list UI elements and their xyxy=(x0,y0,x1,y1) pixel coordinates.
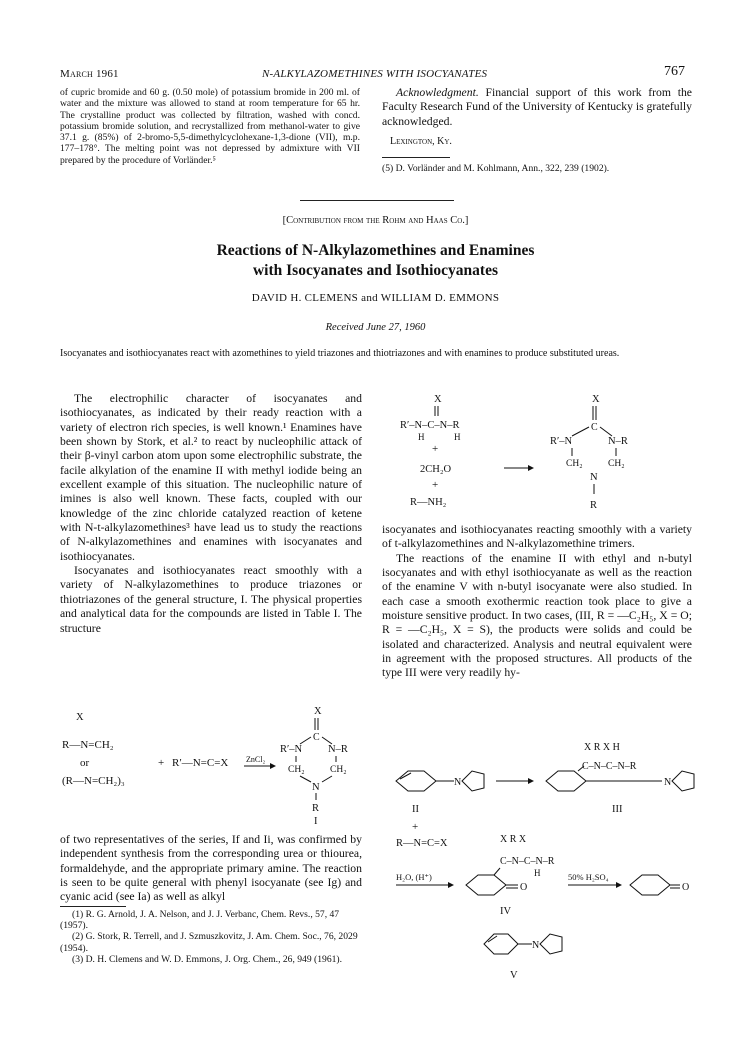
scheme-label: N–R xyxy=(328,744,348,755)
arrow-head xyxy=(528,778,534,784)
title-line-1: Reactions of N-Alkylazomethines and Enamines xyxy=(216,242,535,259)
footnote-2: (2) G. Stork, R. Terrell, and J. Szmuszkovitz, J. Am. Chem. Soc., 76, 2029 (1954). xyxy=(60,931,358,954)
scheme-label: 2CH₂O xyxy=(420,464,452,475)
scheme-label: + xyxy=(158,757,165,769)
paragraph: The reactions of the enamine II with ethyl and n-butyl isocyanates and with ethyl isothiocyanate as well as the reaction of the enamine V with n-butyl isocyanate were also studied. In each case a smooth exothermic reaction took place to give a moisture sensitive product. In two cases, (III, R = —C₂H₅, X = O; R = —C₂H₅, X = S), the products were solids and could be isolated and characterized. Analysis and neutral equivalent were in agreement with the proposed structures. All products of the type III were very readily hy- xyxy=(382,551,692,680)
scheme-label: H xyxy=(534,868,541,878)
cyclohexene-ring xyxy=(396,771,436,791)
footnote-1: (1) R. G. Arnold, J. A. Nelson, and J. J. Verbanc, Chem. Revs., 57, 47 (1957). xyxy=(60,909,340,932)
arrow-head xyxy=(448,882,454,888)
scheme-label: O xyxy=(520,882,528,893)
location: Lexington, Ky. xyxy=(390,136,452,147)
scheme-label: or xyxy=(80,757,90,769)
scheme-label: C xyxy=(591,422,598,433)
paragraph: isocyanates and isothiocyanates reacting smoothly with a variety of t-alkylazomethines and N-alkylazomethine trimers. xyxy=(382,523,692,551)
running-header-date: March 1961 xyxy=(60,68,119,80)
footnote-rule xyxy=(382,157,450,158)
compound-label-III: III xyxy=(612,804,623,815)
scheme-label: H xyxy=(418,432,425,442)
scheme-label: + xyxy=(412,821,419,833)
acknowledgment-text: Financial support of this work from the Faculty Research Fund of the University of Kentucky is gratefully acknowledged. xyxy=(382,86,692,128)
compound-label-II: II xyxy=(412,804,419,815)
abstract: Isocyanates and isothiocyanates react with azomethines to yield triazones and thiotriazones and with enamines to produce substituted ureas. xyxy=(60,348,620,359)
cyclohexanone-ring xyxy=(630,875,670,895)
scheme-label: X xyxy=(76,712,84,723)
scheme-label: C–N–C–N–R xyxy=(582,761,637,772)
scheme-label: R′–N xyxy=(280,744,303,755)
footnotes xyxy=(60,909,362,965)
scheme-label: R′–N–C–N–R xyxy=(400,420,460,431)
scheme-label: X xyxy=(592,394,600,405)
scheme-label: N xyxy=(454,777,462,788)
scheme-label: X R X xyxy=(500,834,527,845)
scheme-label: N xyxy=(532,940,540,951)
scheme-label: C–N–C–N–R xyxy=(500,856,555,867)
compound-label-V: V xyxy=(510,970,518,981)
scheme-label: H xyxy=(454,432,461,442)
scheme-label: X xyxy=(314,706,322,717)
paragraph: Isocyanates and isothiocyanates react smoothly with a variety of N-alkylazomethines to produce triazones or thiotriazones of the general structure, I. The physical properties and analytical data for the compounds are listed in Table I. The structure xyxy=(60,564,362,635)
pyrrolidine-ring xyxy=(462,771,484,791)
section-divider xyxy=(300,200,454,201)
scheme-label: 50% H₂SO₄ xyxy=(568,872,609,882)
footnote-3: (3) D. H. Clemens and W. D. Emmons, J. Org. Chem., 26, 949 (1961). xyxy=(72,953,343,965)
contribution-note: [Contribution from the Rohm and Haas Co.] xyxy=(282,215,469,226)
pyrrolidine-ring xyxy=(540,934,562,954)
footnote-rule xyxy=(60,906,126,907)
scheme-label: N–R xyxy=(608,436,628,447)
title-line-2: with Isocyanates and Isothiocyanates xyxy=(252,262,498,279)
experimental-continuation: of cupric bromide and 60 g. (0.50 mole) of potassium bromide in 200 ml. of water and the mixture was allowed to stand at room temperature for 65 hr. The crystalline product was collected by filtration, washed with concd. potassium bromide solution, and recrystallized from methanol-water to give 37.1 g. (85%) of 2-bromo-5,5-dimethylcyclohexane-1,3-dione (VII), m.p. 177–178°. The melting point was not depressed by admixture with VII prepared by the procedure of Vorländer.⁵ xyxy=(60,87,360,166)
scheme-label: CH₂ xyxy=(566,459,583,469)
scheme-label: R—N=C=X xyxy=(396,838,448,849)
compound-label-IV: IV xyxy=(500,906,512,917)
acknowledgment xyxy=(382,86,692,129)
scheme-label: N xyxy=(590,472,598,483)
acknowledgment-heading: Acknowledgment. xyxy=(396,86,479,99)
footnote-5: (5) D. Vorländer and M. Kohlmann, Ann., 322, 239 (1902). xyxy=(382,163,610,174)
cyclohexanone-ring xyxy=(466,875,506,895)
scheme-enamine-urea xyxy=(382,740,702,985)
scheme-label: R xyxy=(312,803,320,814)
scheme-label: + xyxy=(432,443,439,455)
left-column-intro xyxy=(60,392,362,636)
arrow-head xyxy=(616,882,622,888)
scheme-label: O xyxy=(682,882,690,893)
scheme-label: CH₂ xyxy=(608,459,625,469)
scheme-label: C xyxy=(313,732,320,743)
authors: DAVID H. CLEMENS and WILLIAM D. EMMONS xyxy=(251,292,500,304)
scheme-label: R—NH₂ xyxy=(410,497,447,508)
scheme-label: X xyxy=(434,394,442,405)
scheme-label: ZnCl₂ xyxy=(246,755,266,764)
scheme-label: (R—N=CH₂)₃ xyxy=(62,775,125,787)
scheme-label: CH₂ xyxy=(288,765,305,775)
scheme-azomethine-triazone xyxy=(60,700,370,825)
paragraph: The electrophilic character of isocyanates and isothiocyanates, as indicated by their ready reaction with a variety of electron rich species, is well known.¹ Enamines have been shown by Stork, et al.² to react by nucleophilic attack of their β-vinyl carbon atom upon some electrophilic substrate, the facile alkylation of the enamine II with methyl iodide being an excellent example of this situation. The nucleophilic nature of imines is also well known. These facts, coupled with our knowledge of the zinc chloride catalyzed reaction of ketene with N-t-alkylazomethines³ have lead us to study the reactions of N-alkylazomethines and enamines with isocyanates and isothiocyanates. xyxy=(60,392,362,563)
page-number: 767 xyxy=(664,64,685,79)
scheme-urea-triazone xyxy=(382,390,692,520)
right-column-text xyxy=(382,523,692,681)
arrow-head xyxy=(270,763,276,769)
scheme-label: R′—N=C=X xyxy=(172,757,229,769)
pyrrolidine-ring xyxy=(672,771,694,791)
scheme-label: H₂O, (H⁺) xyxy=(396,872,432,882)
arrow-head xyxy=(528,465,534,471)
received-date: Received June 27, 1960 xyxy=(325,322,426,333)
compound-label-I: I xyxy=(314,816,318,825)
scheme-label: R′–N xyxy=(550,436,573,447)
running-header-title: N-ALKYLAZOMETHINES WITH ISOCYANATES xyxy=(262,68,488,80)
scheme-label: R—N=CH₂ xyxy=(62,739,114,751)
scheme-label: R xyxy=(590,500,598,511)
cyclohexene-ring xyxy=(546,771,586,791)
scheme-label: + xyxy=(432,479,439,491)
scheme-label: N xyxy=(664,777,672,788)
scheme-label: CH₂ xyxy=(330,765,347,775)
cyclopentene-ring xyxy=(484,934,518,954)
left-column-continued: of two representatives of the series, If and Ii, was confirmed by independent synthesis from the corresponding urea or thiourea, formaldehyde, and the appropriate primary amine. The reaction is seen to be quite general with phenyl isocyanate (see Ig) and cyanic acid (see Ia) as well as alkyl xyxy=(60,833,362,904)
scheme-label: X R X H xyxy=(584,742,620,753)
scheme-label: N xyxy=(312,782,320,793)
